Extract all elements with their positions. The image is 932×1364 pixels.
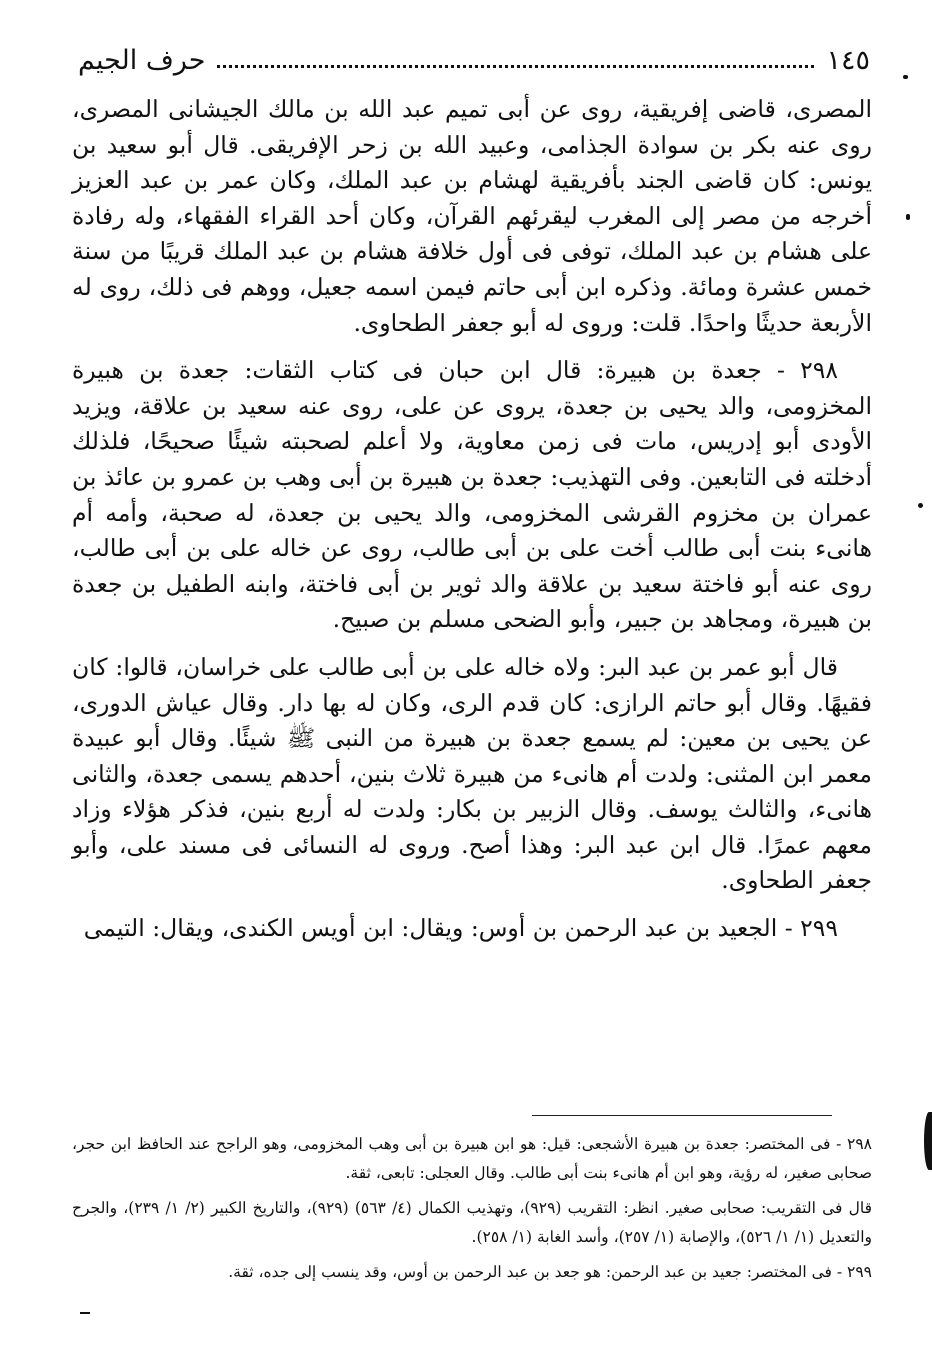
footnote-298-references: قال فى التقريب: صحابى صغير. انظر: التقريب (٩٢٩)، وتهذيب الكمال (٤/ ٥٦٣) (٩٢٩)، والتاريخ الكبير (٢/ ١/ ٢٣٩)، والجرح والتعديل (١/ ١/ ٥٢٦)، والإصابة (١/ ٢٥٧)، وأسد الغابة (١/ ٢٥٨). (72, 1199, 872, 1246)
running-header (78, 38, 870, 82)
main-text (72, 92, 872, 959)
scan-edge-shadow (924, 1112, 932, 1170)
entry-298: ٢٩٨ - جعدة بن هبيرة: قال ابن حبان فى كتاب الثقات: جعدة بن هبيرة المخزومى، والد يحيى بن جعدة، يروى عن على، روى عنه سعيد بن علاقة، ويزيد الأودى أبو إدريس، مات فى زمن معاوية، ولا أعلم لصحبته شيئًا صحيحًا، فلذلك أدخلته فى التابعين. وفى التهذيب: جعدة بن هبيرة بن أبى وهب بن عمرو بن عائذ بن عمران بن مخزوم القرشى المخزومى، والد يحيى بن جعدة، له صحبة، وأمه أم هانىء بنت أبى طالب أخت على بن أبى طالب، روى عن خاله على بن أبى طالب، روى عنه أبو فاختة سعيد بن علاقة والد ثوير بن أبى فاختة، وابنه الطفيل بن جعدة بن هبيرة، ومجاهد بن جبير، وأبو الضحى مسلم بن صبيح. (72, 356, 872, 634)
chapter-title: حرف الجيم (78, 44, 206, 76)
header-dotted-leader (217, 65, 814, 68)
scan-speck (906, 214, 910, 220)
paragraph-ibn-abd-al-barr: قال أبو عمر بن عبد البر: ولاه خاله على بن أبى طالب على خراسان، قالوا: كان فقيهًا. وقال أبو حاتم الرازى: كان قدم الرى، وكان له بها دار. وقال عياش الدورى، عن يحيى بن معين: لم يسمع جعدة بن هبيرة من النبى ﷺ شيئًا. وقال أبو عبيدة معمر ابن المثنى: ولدت أم هانىء من هبيرة ثلاث بنين، أحدهم يسمى جعدة، والثانى هانىء، والثالث يوسف. وقال الزبير بن بكار: ولدت له أربع بنين، فذكر هؤلاء وزاد معهم عمرًا. قال ابن عبد البر: وهذا أصح. وروى له النسائى فى مسند على، وأبو جعفر الطحاوى. (72, 652, 872, 895)
entry-299: ٢٩٩ - الجعيد بن عبد الرحمن بن أوس: ويقال: ابن أويس الكندى، ويقال: التيمى (83, 914, 838, 943)
page-number: ١٤٥ (826, 44, 870, 76)
scan-speck (80, 1312, 90, 1314)
footnote-298: ٢٩٨ - فى المختصر: جعدة بن هبيرة الأشجعى: قيل: هو ابن هبيرة بن أبى وهب المخزومى، وهو الراجح عند الحافظ ابن حجر، صحابى صغير، له رؤية، وهو ابن أم هانىء بنت أبى طالب. وقال العجلى: تابعى، ثقة. (72, 1135, 872, 1182)
footnotes (72, 1130, 872, 1293)
footnote-299: ٢٩٩ - فى المختصر: جعيد بن عبد الرحمن: هو جعد بن عبد الرحمن بن أوس، وقد ينسب إلى جده، ثقة. (228, 1263, 872, 1281)
footnote-separator (532, 1115, 832, 1116)
scan-speck (918, 503, 923, 508)
paragraph-continuation: المصرى، قاضى إفريقية، روى عن أبى تميم عبد الله بن مالك الجيشانى المصرى، روى عنه بكر بن سوادة الجذامى، وعبيد الله بن زحر الإفريقى. قال أبو سعيد بن يونس: كان قاضى الجند بأفريقية لهشام بن عبد الملك، وكان عمر بن عبد العزيز أخرجه من مصر إلى المغرب ليقرئهم القرآن، وكان أحد القراء الفقهاء، وله رفادة على هشام بن عبد الملك، توفى فى أول خلافة هشام بن عبد الملك قريبًا من سنة خمس عشرة ومائة. وذكره ابن أبى حاتم فيمن اسمه جعيل، ووهم فى ذلك، روى له الأربعة حديثًا واحدًا. قلت: وروى له أبو جعفر الطحاوى. (72, 95, 872, 337)
scan-speck (903, 75, 908, 79)
